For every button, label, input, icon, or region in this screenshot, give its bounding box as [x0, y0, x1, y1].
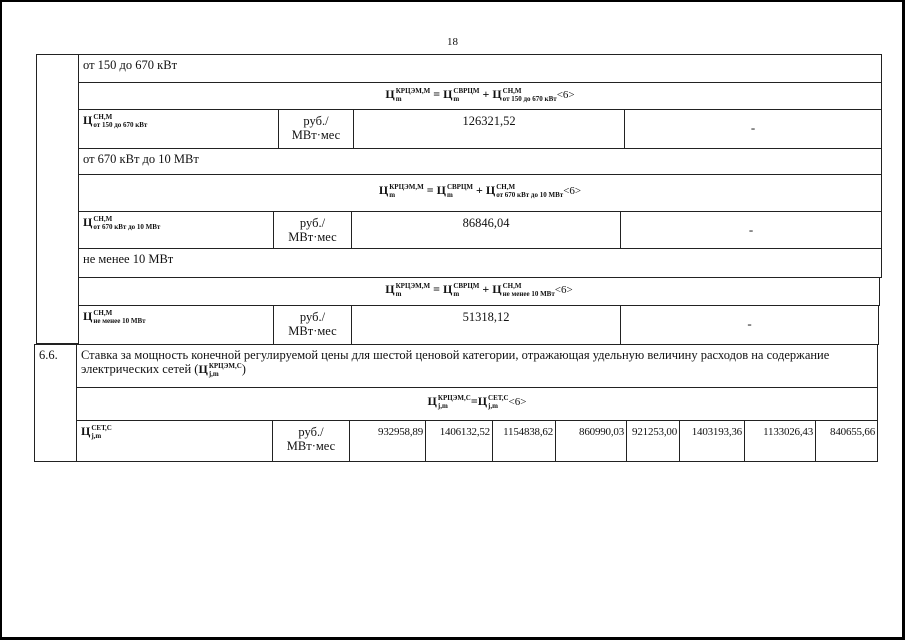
dash-cell: -	[624, 109, 882, 149]
range-label: от 670 кВт до 10 МВт	[83, 152, 199, 166]
formula-term2: Ц СН,М от 670 кВт до 10 МВт	[485, 183, 564, 200]
range-label-row	[78, 248, 882, 278]
range-label: не менее 10 МВт	[83, 252, 174, 266]
dash-cell: -	[620, 211, 882, 249]
unit-cell: руб./ МВт·мес	[273, 305, 352, 345]
scan-border-top	[0, 0, 905, 2]
footnote-ref: <6>	[556, 89, 575, 101]
description-line: Ставка за мощность конечной регулируемой цены для шестой ценовой категории, отражающая удельную величину расходов на содержание	[81, 348, 830, 362]
formula-term1: Ц СВРЦМ m	[436, 183, 473, 200]
formula-row	[76, 387, 878, 421]
value-cell: 86846,04	[351, 211, 621, 249]
symbol-cell: Ц СН,М от 670 кВт до 10 МВт	[78, 211, 274, 249]
section-number: 6.6.	[34, 344, 77, 462]
formula-equals: =	[426, 183, 434, 197]
price-value: 921253,00	[626, 420, 680, 462]
range-label-row	[78, 54, 882, 83]
formula-term2: Ц СН,М от 150 до 670 кВт	[492, 87, 557, 104]
formula-term1: Ц СВРЦМ m	[443, 87, 480, 104]
range-label-row	[78, 148, 882, 175]
formula-lhs: Ц КРЦЭМ,С j,m	[427, 394, 471, 411]
price-value: 1133026,43	[744, 420, 816, 462]
formula-equals: =	[433, 87, 441, 101]
unit-cell: руб./ МВт·мес	[273, 211, 352, 249]
symbol-cell: Ц СН,М не менее 10 МВт	[78, 305, 274, 345]
formula-plus: +	[482, 282, 490, 296]
price-value: 1406132,52	[425, 420, 493, 462]
symbol-cell: Ц СЕТ,С j,m	[76, 420, 273, 462]
price-value: 860990,03	[555, 420, 627, 462]
symbol-cell: Ц СН,М от 150 до 670 кВт	[78, 109, 279, 149]
price-value: 1154838,62	[492, 420, 556, 462]
price-value: 840655,66	[815, 420, 878, 462]
range-label: от 150 до 670 кВт	[83, 58, 178, 72]
formula-row	[78, 82, 882, 110]
dash-cell: -	[620, 305, 879, 345]
footnote-ref: <6>	[563, 185, 582, 197]
scan-border-left	[0, 0, 2, 640]
formula-row	[78, 277, 880, 306]
formula-equals: =	[433, 282, 440, 296]
formula-term1: Ц СВРЦМ m	[442, 282, 480, 299]
formula-term2: Ц СН,М не менее 10 МВт	[492, 282, 555, 299]
formula-plus: +	[476, 183, 483, 197]
formula-rhs: Ц СЕТ,С j,m	[477, 394, 509, 411]
value-cell: 126321,52	[353, 109, 625, 149]
formula-equals: =	[470, 394, 478, 408]
footnote-ref: <6>	[508, 396, 527, 408]
description-line: электрических сетей (Ц КРЦЭМ,С j,m )	[81, 362, 246, 379]
footnote-ref: <6>	[554, 284, 573, 296]
unit-cell: руб./ МВт·мес	[278, 109, 354, 149]
section-description	[76, 344, 878, 388]
price-value: 1403193,36	[679, 420, 745, 462]
formula-lhs: Ц КРЦЭМ,М m	[378, 183, 424, 200]
formula-plus: +	[482, 87, 490, 101]
formula-lhs: Ц КРЦЭМ,М m	[385, 282, 431, 299]
page-number: 18	[447, 36, 458, 48]
unit-cell: руб./ МВт·мес	[272, 420, 350, 462]
formula-row	[78, 174, 882, 212]
formula-lhs: Ц КРЦЭМ,М m	[385, 87, 431, 104]
price-value: 932958,89	[349, 420, 426, 462]
value-cell: 51318,12	[351, 305, 621, 345]
continuation-number-cell	[36, 54, 79, 344]
